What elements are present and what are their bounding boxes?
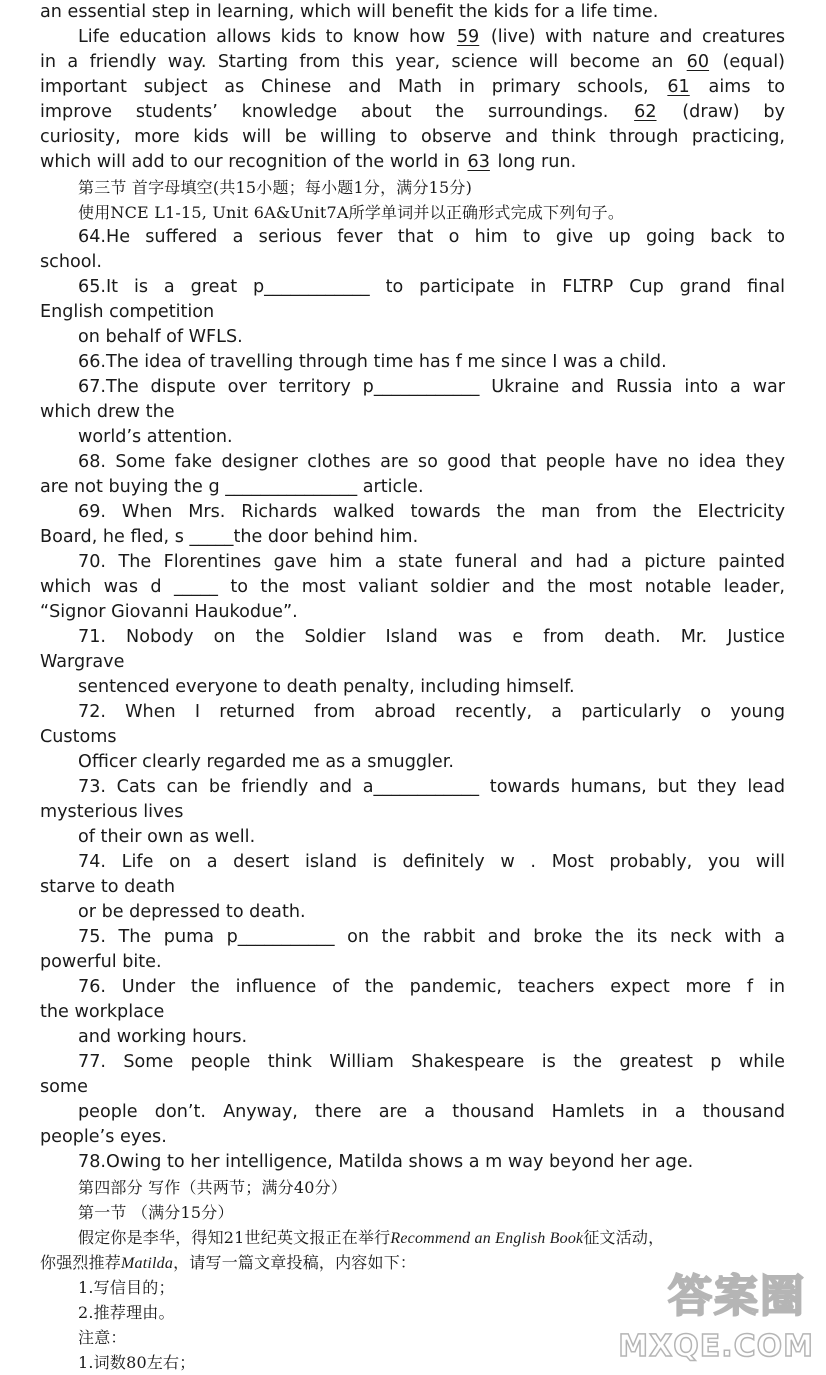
q76-line-1: 76. Under the influence of the pandemic, teachers expect more f in (78, 977, 785, 997)
prompt-line-1: 假定你是李华，得知21世纪英文报正在举行Recommend an English Book征文活动， (78, 1228, 665, 1247)
q72-line-3: Officer clearly regarded me as a smuggler. (78, 752, 454, 772)
passage-line-63: which will add to our recognition of the world in 63 long run. (40, 152, 577, 172)
q65-line-1: 65.It is a great p____________ to participate in FLTRP Cup grand final (78, 277, 785, 297)
q67-line-1: 67.The dispute over territory p____________ Ukraine and Russia into a war (78, 377, 785, 397)
q71-line-1: 71. Nobody on the Soldier Island was e from death. Mr. Justice (78, 627, 785, 647)
passage-line-0: an essential step in learning, which will benefit the kids for a life time. (40, 2, 659, 22)
q72-line-2: Customs (40, 727, 117, 747)
passage-line-62: improve students’ knowledge about the surroundings. 62 (draw) by (40, 102, 785, 122)
q71-line-2: Wargrave (40, 652, 125, 672)
q70-line-1: 70. The Florentines gave him a state funeral and had a picture painted (78, 552, 785, 572)
q77-line-2: some (40, 1077, 88, 1097)
blank-60: 60 (686, 52, 710, 72)
blank-61: 61 (667, 77, 690, 97)
q75-line-1: 75. The puma p___________ on the rabbit and broke the its neck with a (78, 927, 785, 947)
q73-line-3: of their own as well. (78, 827, 256, 847)
prompt-point-2: 2.推荐理由。 (78, 1303, 175, 1322)
q71-line-3: sentenced everyone to death penalty, including himself. (78, 677, 575, 697)
q67-line-3: world’s attention. (78, 427, 233, 447)
prompt-line-2: 你强烈推荐Matilda，请写一篇文章投稿，内容如下： (40, 1253, 417, 1272)
book-contest-title: Recommend an English Book (390, 1230, 584, 1247)
q76-line-3: and working hours. (78, 1027, 248, 1047)
document-page (40, 0, 785, 1375)
q73-line-1: 73. Cats can be friendly and a____________ towards humans, but they lead (78, 777, 785, 797)
passage-line-61: important subject as Chinese and Math in primary schools, 61 aims to (40, 77, 785, 97)
q65-line-3: on behalf of WFLS. (78, 327, 243, 347)
q64-line-1: 64.He suffered a serious fever that o him to give up going back to (78, 227, 785, 247)
q73-line-2: mysterious lives (40, 802, 184, 822)
q77-line-1: 77. Some people think William Shakespeare is the greatest p while (78, 1052, 785, 1072)
section3-instruction: 使用NCE L1-15, Unit 6A&Unit7A所学单词并以正确形式完成下列句子。 (78, 203, 625, 222)
q65-line-2: English competition (40, 302, 215, 322)
q75-line-2: powerful bite. (40, 952, 162, 972)
q70-line-2: which was d _____ to the most valiant soldier and the most notable leader, (40, 577, 785, 597)
blank-63: 63 (467, 152, 490, 172)
passage-line-5: curiosity, more kids will be willing to observe and think through practicing, (40, 127, 785, 147)
q68-line-2: are not buying the g _______________ article. (40, 477, 424, 497)
q76-line-2: the workplace (40, 1002, 165, 1022)
part4-section1: 第一节 （满分15分） (78, 1203, 234, 1222)
blank-59: 59 (456, 27, 480, 47)
site-watermark-logo (618, 1256, 818, 1366)
q70-line-3: “Signor Giovanni Haukodue”. (40, 602, 298, 622)
q66-line-1: 66.The idea of travelling through time has f me since I was a child. (78, 352, 667, 372)
prompt-point-1: 1.写信目的； (78, 1278, 175, 1297)
passage-line-60: in a friendly way. Starting from this year, science will become an 60 (equal) (40, 52, 785, 72)
q67-line-2: which drew the (40, 402, 175, 422)
book-title: Matilda (121, 1255, 174, 1272)
q74-line-3: or be depressed to death. (78, 902, 306, 922)
watermark-en: MXQE.COM (618, 1329, 814, 1364)
q74-line-2: starve to death (40, 877, 175, 897)
q78-line-1: 78.Owing to her intelligence, Matilda shows a m way beyond her age. (78, 1152, 694, 1172)
section3-heading: 第三节 首字母填空(共15小题；每小题1分，满分15分) (78, 178, 473, 197)
q69-line-1: 69. When Mrs. Richards walked towards the man from the Electricity (78, 502, 785, 522)
q77-line-3: people don’t. Anyway, there are a thousand Hamlets in a thousand (78, 1102, 785, 1122)
blank-62: 62 (634, 102, 657, 122)
note-1: 1.词数80左右； (78, 1353, 196, 1372)
q69-line-2: Board, he fled, s _____the door behind him. (40, 527, 419, 547)
q68-line-1: 68. Some fake designer clothes are so good that people have no idea they (78, 452, 785, 472)
part4-heading: 第四部分 写作（共两节；满分40分） (78, 1178, 348, 1197)
q74-line-1: 74. Life on a desert island is definitely w . Most probably, you will (78, 852, 785, 872)
passage-line-59: Life education allows kids to know how 59 (live) with nature and creatures (78, 27, 786, 47)
watermark-cn: 答案圈 (668, 1271, 806, 1322)
q64-line-2: school. (40, 252, 102, 272)
note-label: 注意： (78, 1328, 127, 1347)
q77-line-4: people’s eyes. (40, 1127, 167, 1147)
q72-line-1: 72. When I returned from abroad recently, a particularly o young (78, 702, 785, 722)
